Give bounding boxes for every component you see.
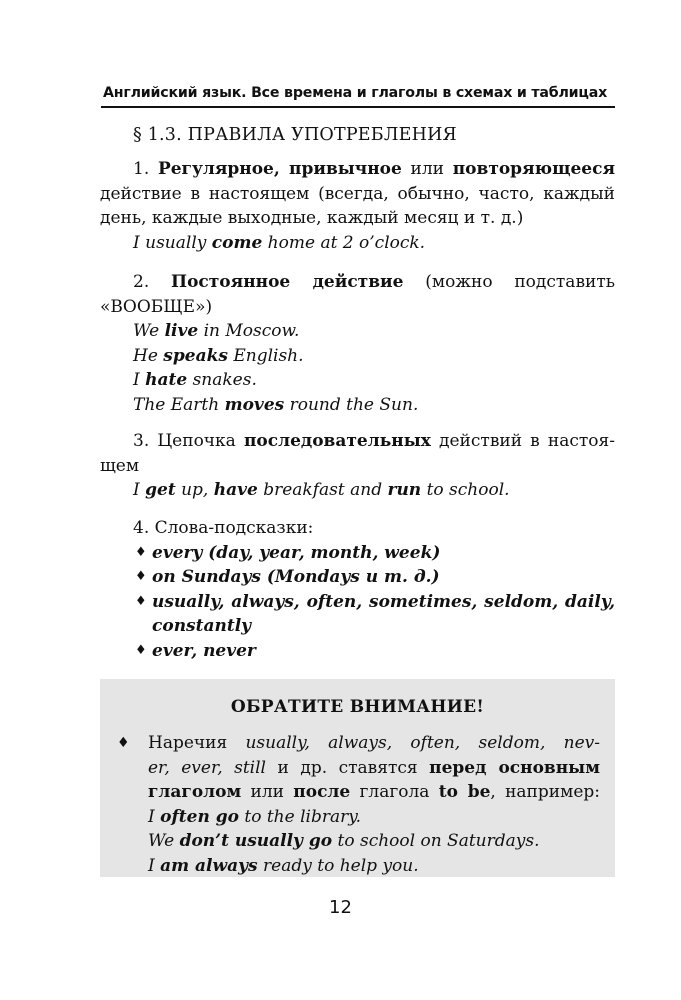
rule-1-text-1: или (401, 159, 453, 179)
rule-2-text-1: (можно подставить (403, 272, 616, 292)
attention-example-3: I am always ready to help you. (148, 855, 419, 876)
rule-1-bold-1: Регулярное, привычное (157, 159, 402, 179)
hint-bullet (100, 590, 615, 615)
rule-3-bold-1: последовательных (243, 431, 431, 451)
rule-3-example: I get up, have breakfast and run to school. (133, 480, 510, 500)
rule-3-line-1 (100, 429, 615, 454)
diamond-bullet-icon: ♦ (135, 569, 147, 584)
header-rule (101, 106, 615, 108)
hint-text: every (day, year, month, week) (152, 542, 441, 563)
rule-1-bold-2: повторяющееся (452, 159, 615, 179)
rule-2-line-1 (100, 270, 615, 295)
rule-2-example-4: The Earth moves round the Sun. (133, 394, 419, 415)
rule-2-bold-1: Постоянное действие (171, 272, 404, 292)
attention-line-2: er, ever, still и др. ставятся перед основным (148, 757, 600, 778)
rule-1-example: I usually come home at 2 o’clock. (133, 232, 426, 253)
rule-2-line-2: «ВООБЩЕ») (100, 296, 213, 317)
rule-2-example-3: I hate snakes. (133, 370, 257, 390)
page-number: 12 (329, 897, 352, 918)
rule-1-line-2: действие в настоящем (всегда, обычно, часто, каждый (100, 183, 615, 204)
attention-body (148, 731, 600, 878)
hint-text: usually, always, often, sometimes, seldom, daily, (152, 591, 615, 612)
rule-2-number: 2. (133, 272, 172, 292)
section-title: § 1.3. ПРАВИЛА УПОТРЕБЛЕНИЯ (133, 125, 457, 145)
rule-1-number: 1. (133, 159, 158, 179)
attention-title: ОБРАТИТЕ ВНИМАНИЕ! (230, 697, 485, 717)
diamond-bullet-icon: ♦ (135, 642, 147, 658)
diamond-bullet-icon: ♦ (135, 544, 147, 560)
attention-line-1: Наречия usually, always, often, seldom, nev- (148, 733, 600, 753)
rule-4 (100, 516, 615, 663)
attention-example-2: We don’t usually go to school on Saturdays. (148, 831, 540, 851)
rule-1-line-1 (100, 157, 615, 182)
hint-bullet (100, 541, 615, 566)
hint-bullet (100, 639, 615, 664)
diamond-bullet-icon: ♦ (135, 593, 147, 609)
rule-2 (100, 270, 615, 417)
rule-2-example-1: We live in Moscow. (133, 321, 300, 341)
hint-text: ever, never (152, 640, 256, 661)
hint-bullet (100, 565, 615, 590)
rule-3-text-1: действий в настоя- (430, 431, 615, 451)
rule-1-line-3: день, каждые выходные, каждый месяц и т. д.) (100, 208, 524, 228)
attention-example-1: I often go to the library. (148, 806, 361, 827)
rule-3-line-2: щем (100, 455, 140, 476)
hint-text: on Sundays (Mondays и т. д.) (152, 567, 440, 587)
diamond-bullet-icon: ♦ (117, 735, 130, 751)
running-head: Английский язык. Все времена и глаголы в схемах и таблицах (103, 85, 608, 101)
hint-bullet-continuation (100, 614, 615, 639)
attention-line-3: глаголом или после глагола to be, например: (148, 782, 600, 802)
hint-text: constantly (152, 616, 252, 636)
rule-1 (100, 157, 615, 255)
rule-3-number: 3. Цепочка (133, 431, 244, 451)
rule-4-title: 4. Слова-подсказки: (133, 518, 314, 538)
attention-box (100, 679, 615, 877)
rule-3 (100, 429, 615, 503)
rule-2-example-2: He speaks English. (133, 345, 304, 366)
